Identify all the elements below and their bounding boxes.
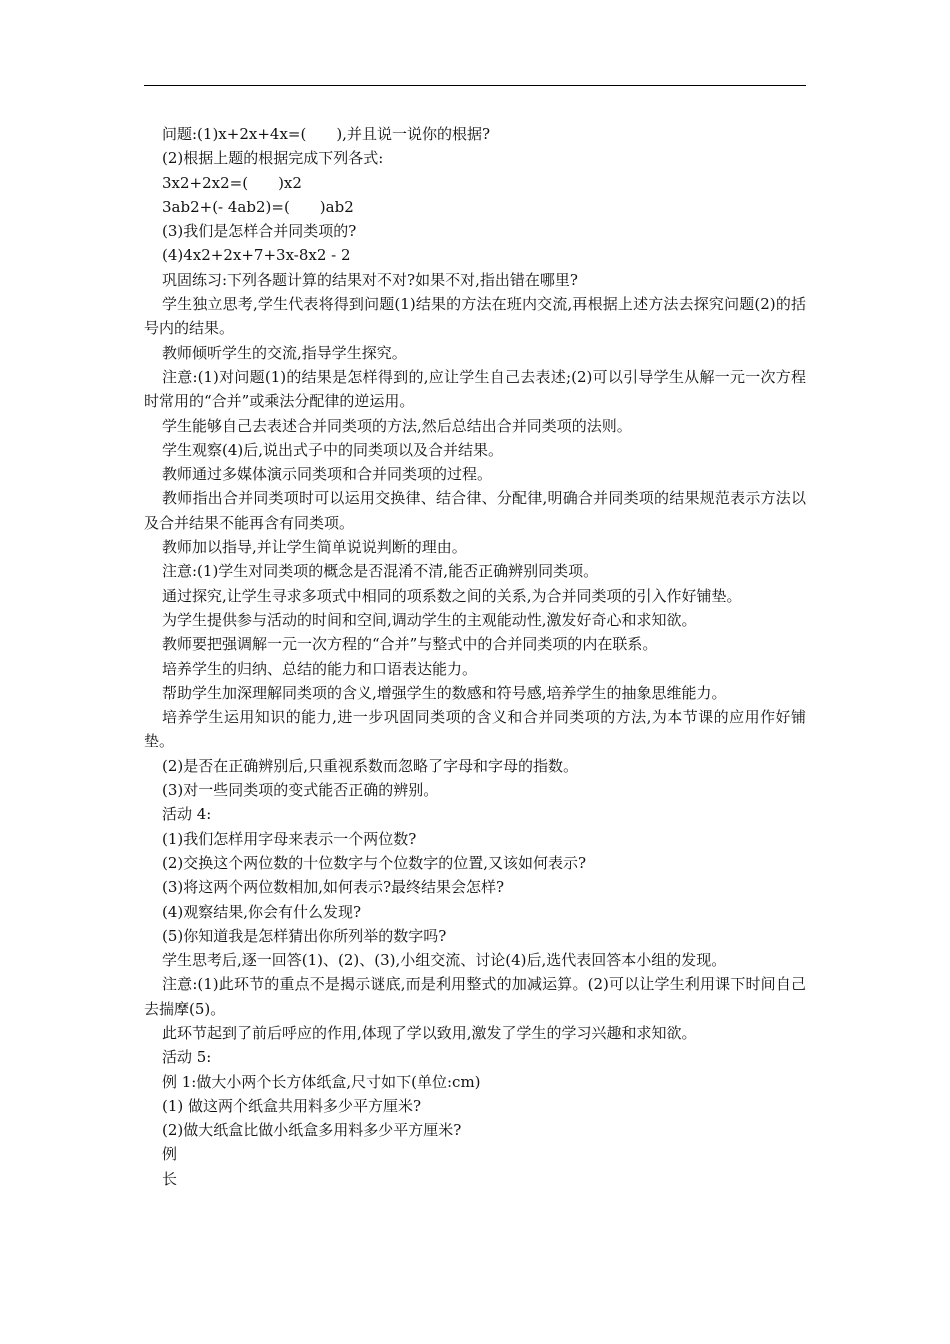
paragraph: 注意:(1)对问题(1)的结果是怎样得到的,应让学生自己去表述;(2)可以引导学生从解一元一次方程时常用的“合并”或乘法分配律的逆运用。 <box>144 367 806 411</box>
paragraph: 教师通过多媒体演示同类项和合并同类项的过程。 <box>162 465 493 484</box>
paragraph: 培养学生的归纳、总结的能力和口语表达能力。 <box>162 659 478 678</box>
paragraph: 教师倾听学生的交流,指导学生探究。 <box>162 343 407 362</box>
paragraph: (2)交换这个两位数的十位数字与个位数字的位置,又该如何表示? <box>162 853 587 872</box>
paragraph: (4)观察结果,你会有什么发现? <box>162 902 362 921</box>
paragraph: 活动 4: <box>162 805 212 824</box>
paragraph: (3)将这两个两位数相加,如何表示?最终结果会怎样? <box>162 878 505 897</box>
paragraph: (5)你知道我是怎样猜出你所列举的数字吗? <box>162 926 447 945</box>
paragraph: 3x2+2x2=( )x2 <box>162 173 302 192</box>
paragraph: 教师要把强调解一元一次方程的“合并”与整式中的合并同类项的内在联系。 <box>162 635 658 654</box>
paragraph: 通过探究,让学生寻求多项式中相同的项系数之间的关系,为合并同类项的引入作好铺垫。 <box>162 586 742 605</box>
paragraph: 例 <box>162 1145 178 1164</box>
paragraph: 帮助学生加深理解同类项的含义,增强学生的数感和符号感,培养学生的抽象思维能力。 <box>162 683 727 702</box>
paragraph: 为学生提供参与活动的时间和空间,调动学生的主观能动性,激发好奇心和求知欲。 <box>162 610 697 629</box>
paragraph: (1)我们怎样用字母来表示一个两位数? <box>162 829 417 848</box>
paragraph: (4)4x2+2x+7+3x-8x2 - 2 <box>162 246 351 265</box>
paragraph: (2)做大纸盒比做小纸盒多用料多少平方厘米? <box>162 1121 462 1140</box>
header-rule <box>144 85 806 86</box>
paragraph: 长 <box>162 1169 178 1188</box>
paragraph: 教师指出合并同类项时可以运用交换律、结合律、分配律,明确合并同类项的结果规范表示方法以及合并结果不能再含有同类项。 <box>144 489 806 532</box>
paragraph: 注意:(1)学生对同类项的概念是否混淆不清,能否正确辨别同类项。 <box>162 562 599 581</box>
paragraph: 培养学生运用知识的能力,进一步巩固同类项的含义和合并同类项的方法,为本节课的应用作好铺垫。 <box>144 708 806 751</box>
paragraph: 学生观察(4)后,说出式子中的同类项以及合并结果。 <box>162 440 504 459</box>
paragraph: (3)对一些同类项的变式能否正确的辨别。 <box>162 781 439 800</box>
paragraph: (2)根据上题的根据完成下列各式: <box>162 149 384 168</box>
paragraph: 学生独立思考,学生代表将得到问题(1)结果的方法在班内交流,再根据上述方法去探究问题(2)的括号内的结果。 <box>144 295 806 338</box>
paragraph: 教师加以指导,并让学生简单说说判断的理由。 <box>162 538 467 557</box>
paragraph: 活动 5: <box>162 1048 212 1067</box>
paragraph: 例 1:做大小两个长方体纸盒,尺寸如下(单位:cm) <box>162 1072 481 1091</box>
paragraph: (3)我们是怎样合并同类项的? <box>162 222 357 241</box>
paragraph: 此环节起到了前后呼应的作用,体现了学以致用,激发了学生的学习兴趣和求知欲。 <box>162 1023 697 1042</box>
paragraph: (1) 做这两个纸盒共用料多少平方厘米? <box>162 1096 422 1115</box>
paragraph: 学生思考后,逐一回答(1)、(2)、(3),小组交流、讨论(4)后,选代表回答本小组的发现。 <box>162 951 727 970</box>
paragraph: (2)是否在正确辨别后,只重视系数而忽略了字母和字母的指数。 <box>162 756 579 775</box>
document-body <box>144 122 806 1191</box>
paragraph: 问题:(1)x+2x+4x=( ),并且说一说你的根据? <box>162 125 490 143</box>
paragraph: 巩固练习:下列各题计算的结果对不对?如果不对,指出错在哪里? <box>162 270 578 289</box>
paragraph: 学生能够自己去表述合并同类项的方法,然后总结出合并同类项的法则。 <box>162 416 632 435</box>
paragraph: 注意:(1)此环节的重点不是揭示谜底,而是利用整式的加减运算。(2)可以让学生利用课下时间自己去揣摩(5)。 <box>144 975 806 1018</box>
paragraph: 3ab2+(- 4ab2)=( )ab2 <box>162 197 354 216</box>
